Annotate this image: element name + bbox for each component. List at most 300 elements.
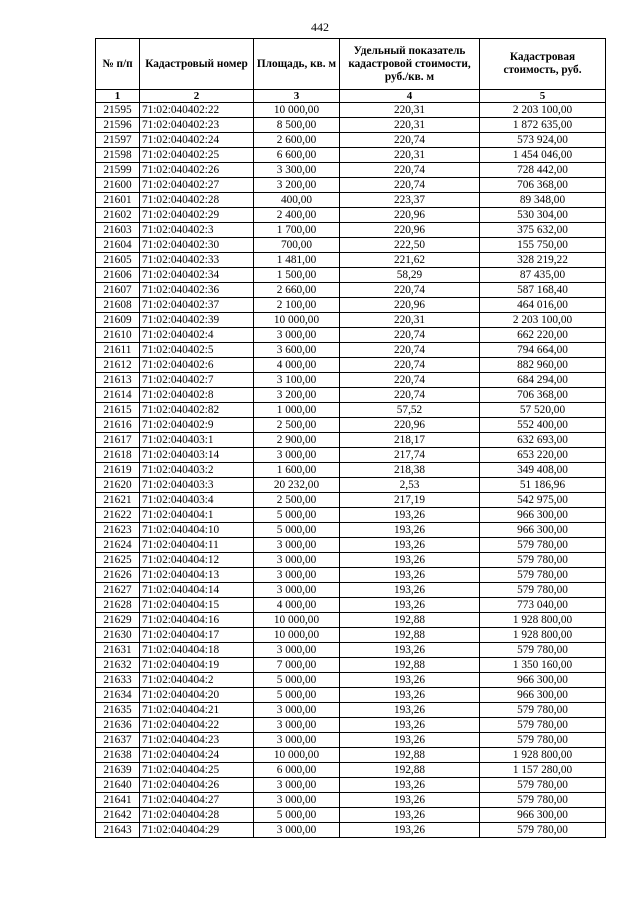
- table-row: [96, 418, 606, 433]
- cell-cadastral-value: 653 220,00: [480, 448, 606, 463]
- cell-cadastral-value: 1 928 800,00: [480, 748, 606, 763]
- cell-area: 1 000,00: [254, 403, 340, 418]
- cell-area: 3 000,00: [254, 793, 340, 808]
- cell-specific-rate: 193,26: [340, 718, 480, 733]
- cell-cadastral-value: 684 294,00: [480, 373, 606, 388]
- cell-cadastral-number: 71:02:040404:10: [140, 523, 254, 538]
- cell-cadastral-value: 51 186,96: [480, 478, 606, 493]
- table-row: [96, 628, 606, 643]
- cell-specific-rate: 220,96: [340, 298, 480, 313]
- cell-cadastral-value: 57 520,00: [480, 403, 606, 418]
- cell-row-number: 21633: [96, 673, 140, 688]
- cell-cadastral-value: 530 304,00: [480, 208, 606, 223]
- table-row: [96, 403, 606, 418]
- header-area: Площадь, кв. м: [254, 39, 340, 90]
- cell-area: 5 000,00: [254, 523, 340, 538]
- cell-area: 10 000,00: [254, 103, 340, 118]
- cell-cadastral-number: 71:02:040404:23: [140, 733, 254, 748]
- cell-cadastral-value: 1 872 635,00: [480, 118, 606, 133]
- cell-cadastral-value: 966 300,00: [480, 508, 606, 523]
- cell-area: 8 500,00: [254, 118, 340, 133]
- cell-cadastral-number: 71:02:040404:20: [140, 688, 254, 703]
- cell-cadastral-value: 464 016,00: [480, 298, 606, 313]
- cell-cadastral-value: 1 454 046,00: [480, 148, 606, 163]
- cell-cadastral-number: 71:02:040404:13: [140, 568, 254, 583]
- cell-area: 2 660,00: [254, 283, 340, 298]
- cell-cadastral-number: 71:02:040402:3: [140, 223, 254, 238]
- cell-row-number: 21625: [96, 553, 140, 568]
- cell-specific-rate: 220,74: [340, 178, 480, 193]
- cell-area: 3 000,00: [254, 733, 340, 748]
- table-row: [96, 643, 606, 658]
- cell-cadastral-value: 579 780,00: [480, 568, 606, 583]
- cell-specific-rate: 193,26: [340, 538, 480, 553]
- table-row: [96, 253, 606, 268]
- cell-cadastral-value: 1 350 160,00: [480, 658, 606, 673]
- cell-specific-rate: 193,26: [340, 823, 480, 838]
- cell-cadastral-value: 573 924,00: [480, 133, 606, 148]
- cell-cadastral-number: 71:02:040402:22: [140, 103, 254, 118]
- cell-cadastral-number: 71:02:040402:5: [140, 343, 254, 358]
- cell-specific-rate: 2,53: [340, 478, 480, 493]
- cell-specific-rate: 193,26: [340, 508, 480, 523]
- cell-cadastral-value: 966 300,00: [480, 688, 606, 703]
- cell-row-number: 21619: [96, 463, 140, 478]
- cell-row-number: 21615: [96, 403, 140, 418]
- cell-row-number: 21611: [96, 343, 140, 358]
- cell-cadastral-value: 966 300,00: [480, 523, 606, 538]
- cell-row-number: 21624: [96, 538, 140, 553]
- cell-specific-rate: 222,50: [340, 238, 480, 253]
- cell-row-number: 21601: [96, 193, 140, 208]
- cell-specific-rate: 58,29: [340, 268, 480, 283]
- cell-specific-rate: 220,74: [340, 133, 480, 148]
- cell-cadastral-number: 71:02:040402:6: [140, 358, 254, 373]
- cell-area: 5 000,00: [254, 808, 340, 823]
- cell-area: 1 600,00: [254, 463, 340, 478]
- table-row: [96, 268, 606, 283]
- cell-cadastral-value: 882 960,00: [480, 358, 606, 373]
- table-row: [96, 673, 606, 688]
- table-row: [96, 523, 606, 538]
- cell-cadastral-value: 1 928 800,00: [480, 613, 606, 628]
- table-row: [96, 613, 606, 628]
- cell-cadastral-value: 632 693,00: [480, 433, 606, 448]
- cell-area: 10 000,00: [254, 748, 340, 763]
- cell-specific-rate: 220,74: [340, 358, 480, 373]
- cell-cadastral-number: 71:02:040404:12: [140, 553, 254, 568]
- table-row: [96, 223, 606, 238]
- table-row: [96, 448, 606, 463]
- cell-area: 400,00: [254, 193, 340, 208]
- cell-area: 3 200,00: [254, 178, 340, 193]
- cell-row-number: 21603: [96, 223, 140, 238]
- table-row: [96, 463, 606, 478]
- cell-cadastral-value: 662 220,00: [480, 328, 606, 343]
- table-row: [96, 718, 606, 733]
- header-specific-rate: Удельный показатель кадастровой стоимости, руб./кв. м: [340, 39, 480, 90]
- table-row: [96, 703, 606, 718]
- table-row: [96, 808, 606, 823]
- cell-cadastral-value: 2 203 100,00: [480, 313, 606, 328]
- cell-row-number: 21638: [96, 748, 140, 763]
- cell-row-number: 21640: [96, 778, 140, 793]
- cell-row-number: 21620: [96, 478, 140, 493]
- cell-area: 3 600,00: [254, 343, 340, 358]
- cell-specific-rate: 193,26: [340, 778, 480, 793]
- cell-cadastral-number: 71:02:040404:19: [140, 658, 254, 673]
- table-row: [96, 658, 606, 673]
- header-cadastral-number: Кадастровый номер: [140, 39, 254, 90]
- cell-specific-rate: 192,88: [340, 763, 480, 778]
- cell-cadastral-number: 71:02:040402:27: [140, 178, 254, 193]
- cell-area: 2 500,00: [254, 418, 340, 433]
- table-row: [96, 598, 606, 613]
- cell-row-number: 21595: [96, 103, 140, 118]
- cell-cadastral-number: 71:02:040402:29: [140, 208, 254, 223]
- cell-cadastral-number: 71:02:040402:23: [140, 118, 254, 133]
- cell-specific-rate: 220,74: [340, 328, 480, 343]
- table-row: [96, 553, 606, 568]
- cell-row-number: 21631: [96, 643, 140, 658]
- cell-row-number: 21632: [96, 658, 140, 673]
- cell-area: 6 000,00: [254, 763, 340, 778]
- cell-area: 10 000,00: [254, 628, 340, 643]
- cell-row-number: 21610: [96, 328, 140, 343]
- cell-cadastral-number: 71:02:040403:14: [140, 448, 254, 463]
- cell-cadastral-number: 71:02:040404:21: [140, 703, 254, 718]
- cell-specific-rate: 220,74: [340, 163, 480, 178]
- cell-specific-rate: 193,26: [340, 793, 480, 808]
- cell-row-number: 21606: [96, 268, 140, 283]
- cell-cadastral-number: 71:02:040404:11: [140, 538, 254, 553]
- cell-cadastral-value: 552 400,00: [480, 418, 606, 433]
- table-row: [96, 343, 606, 358]
- column-number: 4: [340, 90, 480, 103]
- cell-row-number: 21616: [96, 418, 140, 433]
- table-row: [96, 163, 606, 178]
- header-cadastral-value: Кадастровая стоимость, руб.: [480, 39, 606, 90]
- cell-cadastral-number: 71:02:040404:24: [140, 748, 254, 763]
- cell-area: 5 000,00: [254, 508, 340, 523]
- cell-cadastral-value: 728 442,00: [480, 163, 606, 178]
- cell-specific-rate: 193,26: [340, 733, 480, 748]
- table-row: [96, 148, 606, 163]
- cell-cadastral-value: 587 168,40: [480, 283, 606, 298]
- cell-cadastral-number: 71:02:040402:9: [140, 418, 254, 433]
- cell-cadastral-number: 71:02:040402:4: [140, 328, 254, 343]
- cell-row-number: 21630: [96, 628, 140, 643]
- cell-area: 3 000,00: [254, 538, 340, 553]
- cell-row-number: 21639: [96, 763, 140, 778]
- column-number: 1: [96, 90, 140, 103]
- cell-area: 10 000,00: [254, 613, 340, 628]
- cell-cadastral-value: 1 928 800,00: [480, 628, 606, 643]
- cell-cadastral-value: 328 219,22: [480, 253, 606, 268]
- table-row: [96, 793, 606, 808]
- cell-area: 3 000,00: [254, 448, 340, 463]
- cell-row-number: 21641: [96, 793, 140, 808]
- cell-cadastral-number: 71:02:040403:1: [140, 433, 254, 448]
- table-row: [96, 823, 606, 838]
- cell-row-number: 21617: [96, 433, 140, 448]
- cell-cadastral-number: 71:02:040404:14: [140, 583, 254, 598]
- table-row: [96, 178, 606, 193]
- cell-row-number: 21602: [96, 208, 140, 223]
- cell-area: 1 700,00: [254, 223, 340, 238]
- cell-area: 2 900,00: [254, 433, 340, 448]
- header-row-number: № п/п: [96, 39, 140, 90]
- cell-specific-rate: 193,26: [340, 598, 480, 613]
- cell-cadastral-value: 706 368,00: [480, 388, 606, 403]
- column-number: 2: [140, 90, 254, 103]
- cell-cadastral-number: 71:02:040404:16: [140, 613, 254, 628]
- cell-cadastral-value: 579 780,00: [480, 583, 606, 598]
- cell-row-number: 21604: [96, 238, 140, 253]
- cell-area: 3 000,00: [254, 778, 340, 793]
- table-row: [96, 748, 606, 763]
- cell-row-number: 21613: [96, 373, 140, 388]
- cell-cadastral-value: 579 780,00: [480, 643, 606, 658]
- table-body: [96, 103, 606, 838]
- cell-row-number: 21597: [96, 133, 140, 148]
- cell-cadastral-number: 71:02:040402:82: [140, 403, 254, 418]
- column-number: 5: [480, 90, 606, 103]
- cell-specific-rate: 220,96: [340, 418, 480, 433]
- table-row: [96, 358, 606, 373]
- cell-cadastral-value: 87 435,00: [480, 268, 606, 283]
- table-row: [96, 433, 606, 448]
- cell-cadastral-number: 71:02:040402:26: [140, 163, 254, 178]
- cell-cadastral-number: 71:02:040404:22: [140, 718, 254, 733]
- cell-specific-rate: 220,74: [340, 343, 480, 358]
- cell-cadastral-value: 155 750,00: [480, 238, 606, 253]
- cell-specific-rate: 193,26: [340, 643, 480, 658]
- cell-specific-rate: 193,26: [340, 808, 480, 823]
- cell-specific-rate: 193,26: [340, 568, 480, 583]
- cell-row-number: 21637: [96, 733, 140, 748]
- cell-cadastral-number: 71:02:040402:36: [140, 283, 254, 298]
- table-row: [96, 388, 606, 403]
- cell-specific-rate: 220,96: [340, 223, 480, 238]
- cell-row-number: 21623: [96, 523, 140, 538]
- cell-cadastral-value: 966 300,00: [480, 673, 606, 688]
- cell-cadastral-number: 71:02:040404:2: [140, 673, 254, 688]
- cell-specific-rate: 192,88: [340, 628, 480, 643]
- cell-cadastral-number: 71:02:040404:17: [140, 628, 254, 643]
- cell-cadastral-value: 89 348,00: [480, 193, 606, 208]
- cell-row-number: 21614: [96, 388, 140, 403]
- cell-cadastral-number: 71:02:040402:8: [140, 388, 254, 403]
- cell-area: 4 000,00: [254, 598, 340, 613]
- table-row: [96, 208, 606, 223]
- cell-cadastral-number: 71:02:040404:26: [140, 778, 254, 793]
- cell-cadastral-number: 71:02:040402:39: [140, 313, 254, 328]
- cell-specific-rate: 193,26: [340, 523, 480, 538]
- cell-cadastral-number: 71:02:040403:2: [140, 463, 254, 478]
- cell-row-number: 21643: [96, 823, 140, 838]
- cell-row-number: 21621: [96, 493, 140, 508]
- cell-area: 700,00: [254, 238, 340, 253]
- column-number: 3: [254, 90, 340, 103]
- cell-specific-rate: 218,17: [340, 433, 480, 448]
- cell-area: 3 300,00: [254, 163, 340, 178]
- cell-cadastral-number: 71:02:040404:29: [140, 823, 254, 838]
- cell-row-number: 21636: [96, 718, 140, 733]
- table-row: [96, 298, 606, 313]
- cell-area: 3 000,00: [254, 703, 340, 718]
- cell-cadastral-number: 71:02:040404:15: [140, 598, 254, 613]
- cell-row-number: 21642: [96, 808, 140, 823]
- cell-area: 6 600,00: [254, 148, 340, 163]
- cell-row-number: 21605: [96, 253, 140, 268]
- cell-area: 10 000,00: [254, 313, 340, 328]
- cell-row-number: 21612: [96, 358, 140, 373]
- cell-area: 2 500,00: [254, 493, 340, 508]
- cell-cadastral-value: 2 203 100,00: [480, 103, 606, 118]
- cell-cadastral-value: 1 157 280,00: [480, 763, 606, 778]
- cell-cadastral-value: 579 780,00: [480, 778, 606, 793]
- cell-cadastral-number: 71:02:040402:37: [140, 298, 254, 313]
- cell-area: 2 600,00: [254, 133, 340, 148]
- table-row: [96, 133, 606, 148]
- cell-cadastral-number: 71:02:040402:30: [140, 238, 254, 253]
- cell-cadastral-value: 349 408,00: [480, 463, 606, 478]
- cell-area: 3 000,00: [254, 718, 340, 733]
- cell-cadastral-value: 375 632,00: [480, 223, 606, 238]
- cell-row-number: 21635: [96, 703, 140, 718]
- cell-cadastral-number: 71:02:040403:3: [140, 478, 254, 493]
- cell-area: 3 100,00: [254, 373, 340, 388]
- table-row: [96, 778, 606, 793]
- table-row: [96, 493, 606, 508]
- table-row: [96, 328, 606, 343]
- table-row: [96, 373, 606, 388]
- table-row: [96, 283, 606, 298]
- cadastral-value-table: [95, 38, 606, 838]
- table-row: [96, 313, 606, 328]
- table-row: [96, 763, 606, 778]
- table-header: [96, 39, 606, 103]
- cell-area: 5 000,00: [254, 688, 340, 703]
- cell-row-number: 21627: [96, 583, 140, 598]
- cell-specific-rate: 193,26: [340, 583, 480, 598]
- cell-cadastral-value: 966 300,00: [480, 808, 606, 823]
- cell-cadastral-value: 542 975,00: [480, 493, 606, 508]
- cell-row-number: 21629: [96, 613, 140, 628]
- cell-row-number: 21607: [96, 283, 140, 298]
- cell-row-number: 21598: [96, 148, 140, 163]
- cell-specific-rate: 223,37: [340, 193, 480, 208]
- cell-specific-rate: 192,88: [340, 658, 480, 673]
- cell-area: 20 232,00: [254, 478, 340, 493]
- cell-area: 3 000,00: [254, 568, 340, 583]
- table-row: [96, 193, 606, 208]
- cell-cadastral-value: 773 040,00: [480, 598, 606, 613]
- cell-cadastral-value: 706 368,00: [480, 178, 606, 193]
- cell-specific-rate: 220,31: [340, 148, 480, 163]
- page-number: 442: [311, 20, 329, 34]
- cell-area: 3 200,00: [254, 388, 340, 403]
- table-row: [96, 733, 606, 748]
- cell-specific-rate: 193,26: [340, 553, 480, 568]
- table-row: [96, 478, 606, 493]
- cell-row-number: 21609: [96, 313, 140, 328]
- cell-area: 5 000,00: [254, 673, 340, 688]
- column-number-row: [96, 90, 606, 103]
- cell-area: 3 000,00: [254, 583, 340, 598]
- cell-cadastral-number: 71:02:040402:28: [140, 193, 254, 208]
- cell-cadastral-number: 71:02:040404:18: [140, 643, 254, 658]
- cell-specific-rate: 217,19: [340, 493, 480, 508]
- cell-cadastral-number: 71:02:040404:25: [140, 763, 254, 778]
- cell-cadastral-number: 71:02:040402:24: [140, 133, 254, 148]
- cell-cadastral-number: 71:02:040403:4: [140, 493, 254, 508]
- cell-cadastral-value: 794 664,00: [480, 343, 606, 358]
- cell-specific-rate: 220,96: [340, 208, 480, 223]
- cell-cadastral-value: 579 780,00: [480, 733, 606, 748]
- cell-area: 2 400,00: [254, 208, 340, 223]
- table-row: [96, 688, 606, 703]
- table-row: [96, 118, 606, 133]
- cell-cadastral-number: 71:02:040404:28: [140, 808, 254, 823]
- cell-cadastral-value: 579 780,00: [480, 538, 606, 553]
- cell-cadastral-value: 579 780,00: [480, 703, 606, 718]
- cell-area: 1 481,00: [254, 253, 340, 268]
- cell-area: 3 000,00: [254, 328, 340, 343]
- cell-specific-rate: 220,31: [340, 103, 480, 118]
- cell-area: 3 000,00: [254, 553, 340, 568]
- cell-row-number: 21600: [96, 178, 140, 193]
- cell-area: 2 100,00: [254, 298, 340, 313]
- cell-row-number: 21599: [96, 163, 140, 178]
- cell-row-number: 21626: [96, 568, 140, 583]
- cell-cadastral-value: 579 780,00: [480, 823, 606, 838]
- cell-area: 1 500,00: [254, 268, 340, 283]
- table-row: [96, 508, 606, 523]
- cell-cadastral-value: 579 780,00: [480, 553, 606, 568]
- cell-specific-rate: 217,74: [340, 448, 480, 463]
- table-row: [96, 238, 606, 253]
- cell-cadastral-value: 579 780,00: [480, 718, 606, 733]
- cell-specific-rate: 57,52: [340, 403, 480, 418]
- cell-specific-rate: 220,74: [340, 373, 480, 388]
- cell-area: 3 000,00: [254, 643, 340, 658]
- cell-row-number: 21622: [96, 508, 140, 523]
- cell-specific-rate: 220,74: [340, 283, 480, 298]
- cell-specific-rate: 220,74: [340, 388, 480, 403]
- cell-specific-rate: 192,88: [340, 613, 480, 628]
- cell-cadastral-number: 71:02:040404:27: [140, 793, 254, 808]
- cell-specific-rate: 218,38: [340, 463, 480, 478]
- cell-specific-rate: 220,31: [340, 313, 480, 328]
- cell-cadastral-number: 71:02:040402:25: [140, 148, 254, 163]
- table-row: [96, 568, 606, 583]
- cell-specific-rate: 193,26: [340, 688, 480, 703]
- cell-specific-rate: 220,31: [340, 118, 480, 133]
- cell-cadastral-number: 71:02:040402:34: [140, 268, 254, 283]
- table-row: [96, 103, 606, 118]
- cell-row-number: 21618: [96, 448, 140, 463]
- cell-cadastral-value: 579 780,00: [480, 793, 606, 808]
- cell-specific-rate: 193,26: [340, 673, 480, 688]
- cell-cadastral-number: 71:02:040404:1: [140, 508, 254, 523]
- header-row: [96, 39, 606, 90]
- cell-cadastral-number: 71:02:040402:7: [140, 373, 254, 388]
- cell-row-number: 21628: [96, 598, 140, 613]
- cell-row-number: 21596: [96, 118, 140, 133]
- cell-specific-rate: 193,26: [340, 703, 480, 718]
